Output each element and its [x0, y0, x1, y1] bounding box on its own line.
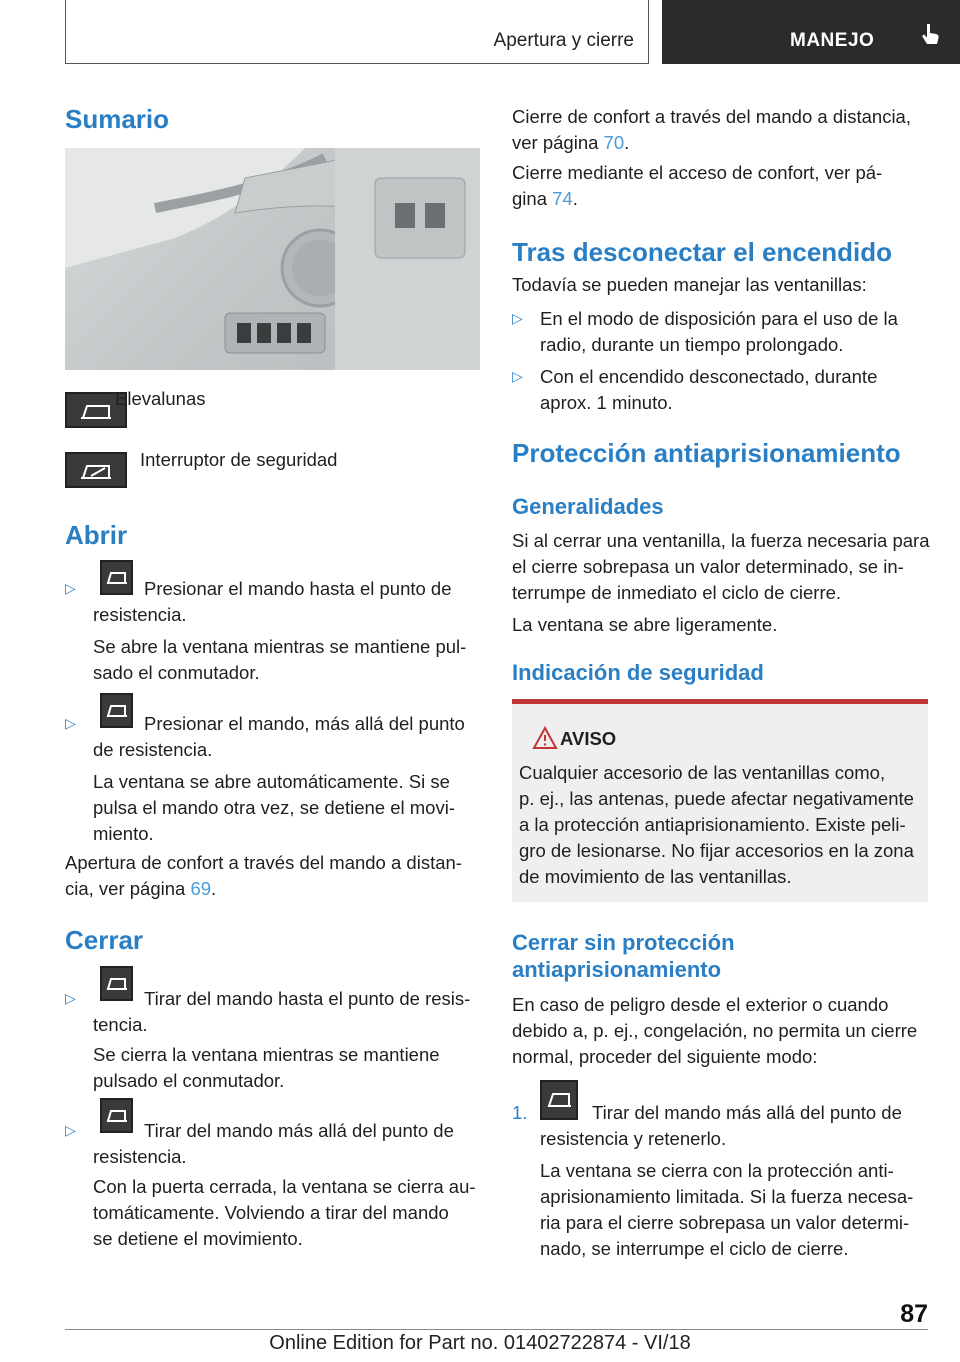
- general-text-4: La ventana se abre ligeramente.: [512, 614, 778, 635]
- ignition-off-item-2: Con el encendido desconectado, durante: [540, 366, 878, 387]
- open-comfort-suffix: .: [211, 878, 217, 899]
- comfort-close-remote-text: Cierre de confort a través del mando a distancia,: [512, 106, 911, 127]
- section-title-abrir: Abrir: [65, 520, 128, 550]
- no-pinch-text-2: debido a, p. ej., congelación, no permita un cierre: [512, 1020, 918, 1041]
- general-text-2: el cierre sobrepasa un valor determinado, se in-: [512, 556, 904, 577]
- open-comfort-text-cont: [65, 876, 216, 902]
- comfort-close-remote-cont: [512, 130, 629, 156]
- section-title-antiaprisionamiento: Protección antiaprisionamiento: [512, 438, 901, 468]
- section-title-sumario: Sumario: [65, 104, 170, 134]
- close-step-2-note-cont: tomáticamente. Volviendo a tirar del mando: [93, 1202, 449, 1223]
- subsection-title-generalidades: Generalidades: [512, 494, 664, 519]
- close-step-1-cont: tencia.: [93, 1014, 148, 1035]
- window-switch-icon: [100, 560, 133, 595]
- warning-label: AVISO: [560, 728, 617, 749]
- bullet-marker: ▷: [65, 715, 76, 731]
- close-step-2: Tirar del mando más allá del punto de: [144, 1120, 454, 1141]
- hand-pointer-icon: [920, 24, 940, 46]
- bullet-marker: ▷: [65, 580, 76, 596]
- no-pinch-step-note-4: nado, se interrumpe el ciclo de cierre.: [540, 1238, 849, 1259]
- door-panel-image: [65, 148, 480, 370]
- no-pinch-step-1: Tirar del mando más allá del punto de: [592, 1102, 902, 1123]
- open-step-1-cont: resistencia.: [93, 604, 187, 625]
- general-text-3: terrumpe de inmediato el ciclo de cierre.: [512, 582, 842, 603]
- comfort-access-suffix: .: [572, 188, 578, 209]
- warning-text-4: gro de lesionarse. No fijar accesorios en la zona: [519, 840, 914, 861]
- no-pinch-text-1: En caso de peligro desde el exterior o cuando: [512, 994, 889, 1015]
- no-pinch-step-note-3: ria para el cierre sobrepasa un valor determi-: [540, 1212, 910, 1233]
- warning-box: [512, 704, 928, 902]
- bullet-marker: ▷: [512, 310, 523, 326]
- section-title-encendido: Tras desconectar el encendido: [512, 237, 893, 267]
- close-step-2-note: Con la puerta cerrada, la ventana se cierra au-: [93, 1176, 476, 1197]
- open-comfort-prefix: cia, ver página: [65, 878, 191, 899]
- legend-label-interruptor: Interruptor de seguridad: [140, 449, 338, 470]
- general-text-1: Si al cerrar una ventanilla, la fuerza necesaria para: [512, 530, 930, 551]
- ignition-off-intro: Todavía se pueden manejar las ventanillas:: [512, 274, 867, 295]
- comfort-access-text: Cierre mediante el acceso de confort, ver pá-: [512, 162, 883, 183]
- footer-edition: Online Edition for Part no. 01402722874 - VI/18: [269, 1332, 691, 1354]
- step-number: 1.: [512, 1102, 528, 1123]
- window-switch-icon: [100, 966, 133, 1001]
- bullet-marker: ▷: [512, 368, 523, 384]
- subsection-title-sin-proteccion: Cerrar sin protección: [512, 930, 735, 955]
- footer-divider: [65, 1329, 928, 1330]
- header-chapter-tab: [662, 0, 960, 64]
- header-section-label: Apertura y cierre: [493, 30, 634, 51]
- warning-text-2: p. ej., las antenas, puede afectar negativamente: [519, 788, 914, 809]
- legend-label-elevalunas: Elevalunas: [115, 388, 206, 409]
- section-title-cerrar: Cerrar: [65, 925, 144, 955]
- warning-text-3: a la protección antiaprisionamiento. Existe peli-: [519, 814, 906, 835]
- comfort-close-remote-suffix: .: [624, 132, 630, 153]
- open-step-2-cont: de resistencia.: [93, 739, 213, 760]
- no-pinch-text-3: normal, proceder del siguiente modo:: [512, 1046, 818, 1067]
- comfort-access-cont: [512, 186, 578, 212]
- page-link-70[interactable]: 70: [603, 132, 625, 153]
- open-step-2: Presionar el mando, más allá del punto: [144, 713, 465, 734]
- close-step-1-note-cont: pulsado el conmutador.: [93, 1070, 285, 1091]
- close-step-2-cont: resistencia.: [93, 1146, 187, 1167]
- page-number: 87: [900, 1300, 928, 1328]
- ignition-off-item-2-cont: aprox. 1 minuto.: [540, 392, 673, 413]
- warning-triangle-icon: [532, 726, 558, 750]
- bullet-marker: ▷: [65, 990, 76, 1006]
- subsection-title-seguridad: Indicación de seguridad: [512, 660, 764, 685]
- close-step-1-note: Se cierra la ventana mientras se mantiene: [93, 1044, 440, 1065]
- window-switch-icon: [100, 693, 133, 728]
- ignition-off-item-1-cont: radio, durante un tiempo prolongado.: [540, 334, 844, 355]
- subsection-title-sin-proteccion-cont: antiaprisionamiento: [512, 957, 722, 982]
- window-switch-icon: [540, 1080, 578, 1120]
- comfort-access-prefix: gina: [512, 188, 553, 209]
- warning-text-5: de movimiento de las ventanillas.: [519, 866, 792, 887]
- ignition-off-item-1: En el modo de disposición para el uso de la: [540, 308, 898, 329]
- header-chapter-label: MANEJO: [790, 30, 875, 51]
- open-comfort-text: Apertura de confort a través del mando a distan-: [65, 852, 462, 873]
- no-pinch-step-note-2: aprisionamiento limitada. Si la fuerza necesa-: [540, 1186, 914, 1207]
- page-link-74[interactable]: 74: [552, 188, 573, 209]
- open-step-2-note-end: miento.: [93, 823, 154, 844]
- close-step-1: Tirar del mando hasta el punto de resis-: [144, 988, 471, 1009]
- window-switch-icon: [100, 1098, 133, 1133]
- no-pinch-step-note-1: La ventana se cierra con la protección anti-: [540, 1160, 894, 1181]
- open-step-2-note-cont: pulsa el mando otra vez, se detiene el movi-: [93, 797, 455, 818]
- comfort-close-remote-prefix: ver página: [512, 132, 604, 153]
- open-step-2-note: La ventana se abre automáticamente. Si se: [93, 771, 450, 792]
- open-step-1: Presionar el mando hasta el punto de: [144, 578, 452, 599]
- open-step-1-note-cont: sado el conmutador.: [93, 662, 260, 683]
- page-link-69[interactable]: 69: [190, 878, 212, 899]
- close-step-2-note-end: se detiene el movimiento.: [93, 1228, 303, 1249]
- safety-switch-icon: [65, 452, 127, 488]
- no-pinch-step-1-cont: resistencia y retenerlo.: [540, 1128, 727, 1149]
- bullet-marker: ▷: [65, 1122, 76, 1138]
- header-section-tab: [65, 0, 649, 64]
- warning-text-1: Cualquier accesorio de las ventanillas como,: [519, 762, 886, 783]
- open-step-1-note: Se abre la ventana mientras se mantiene pul-: [93, 636, 467, 657]
